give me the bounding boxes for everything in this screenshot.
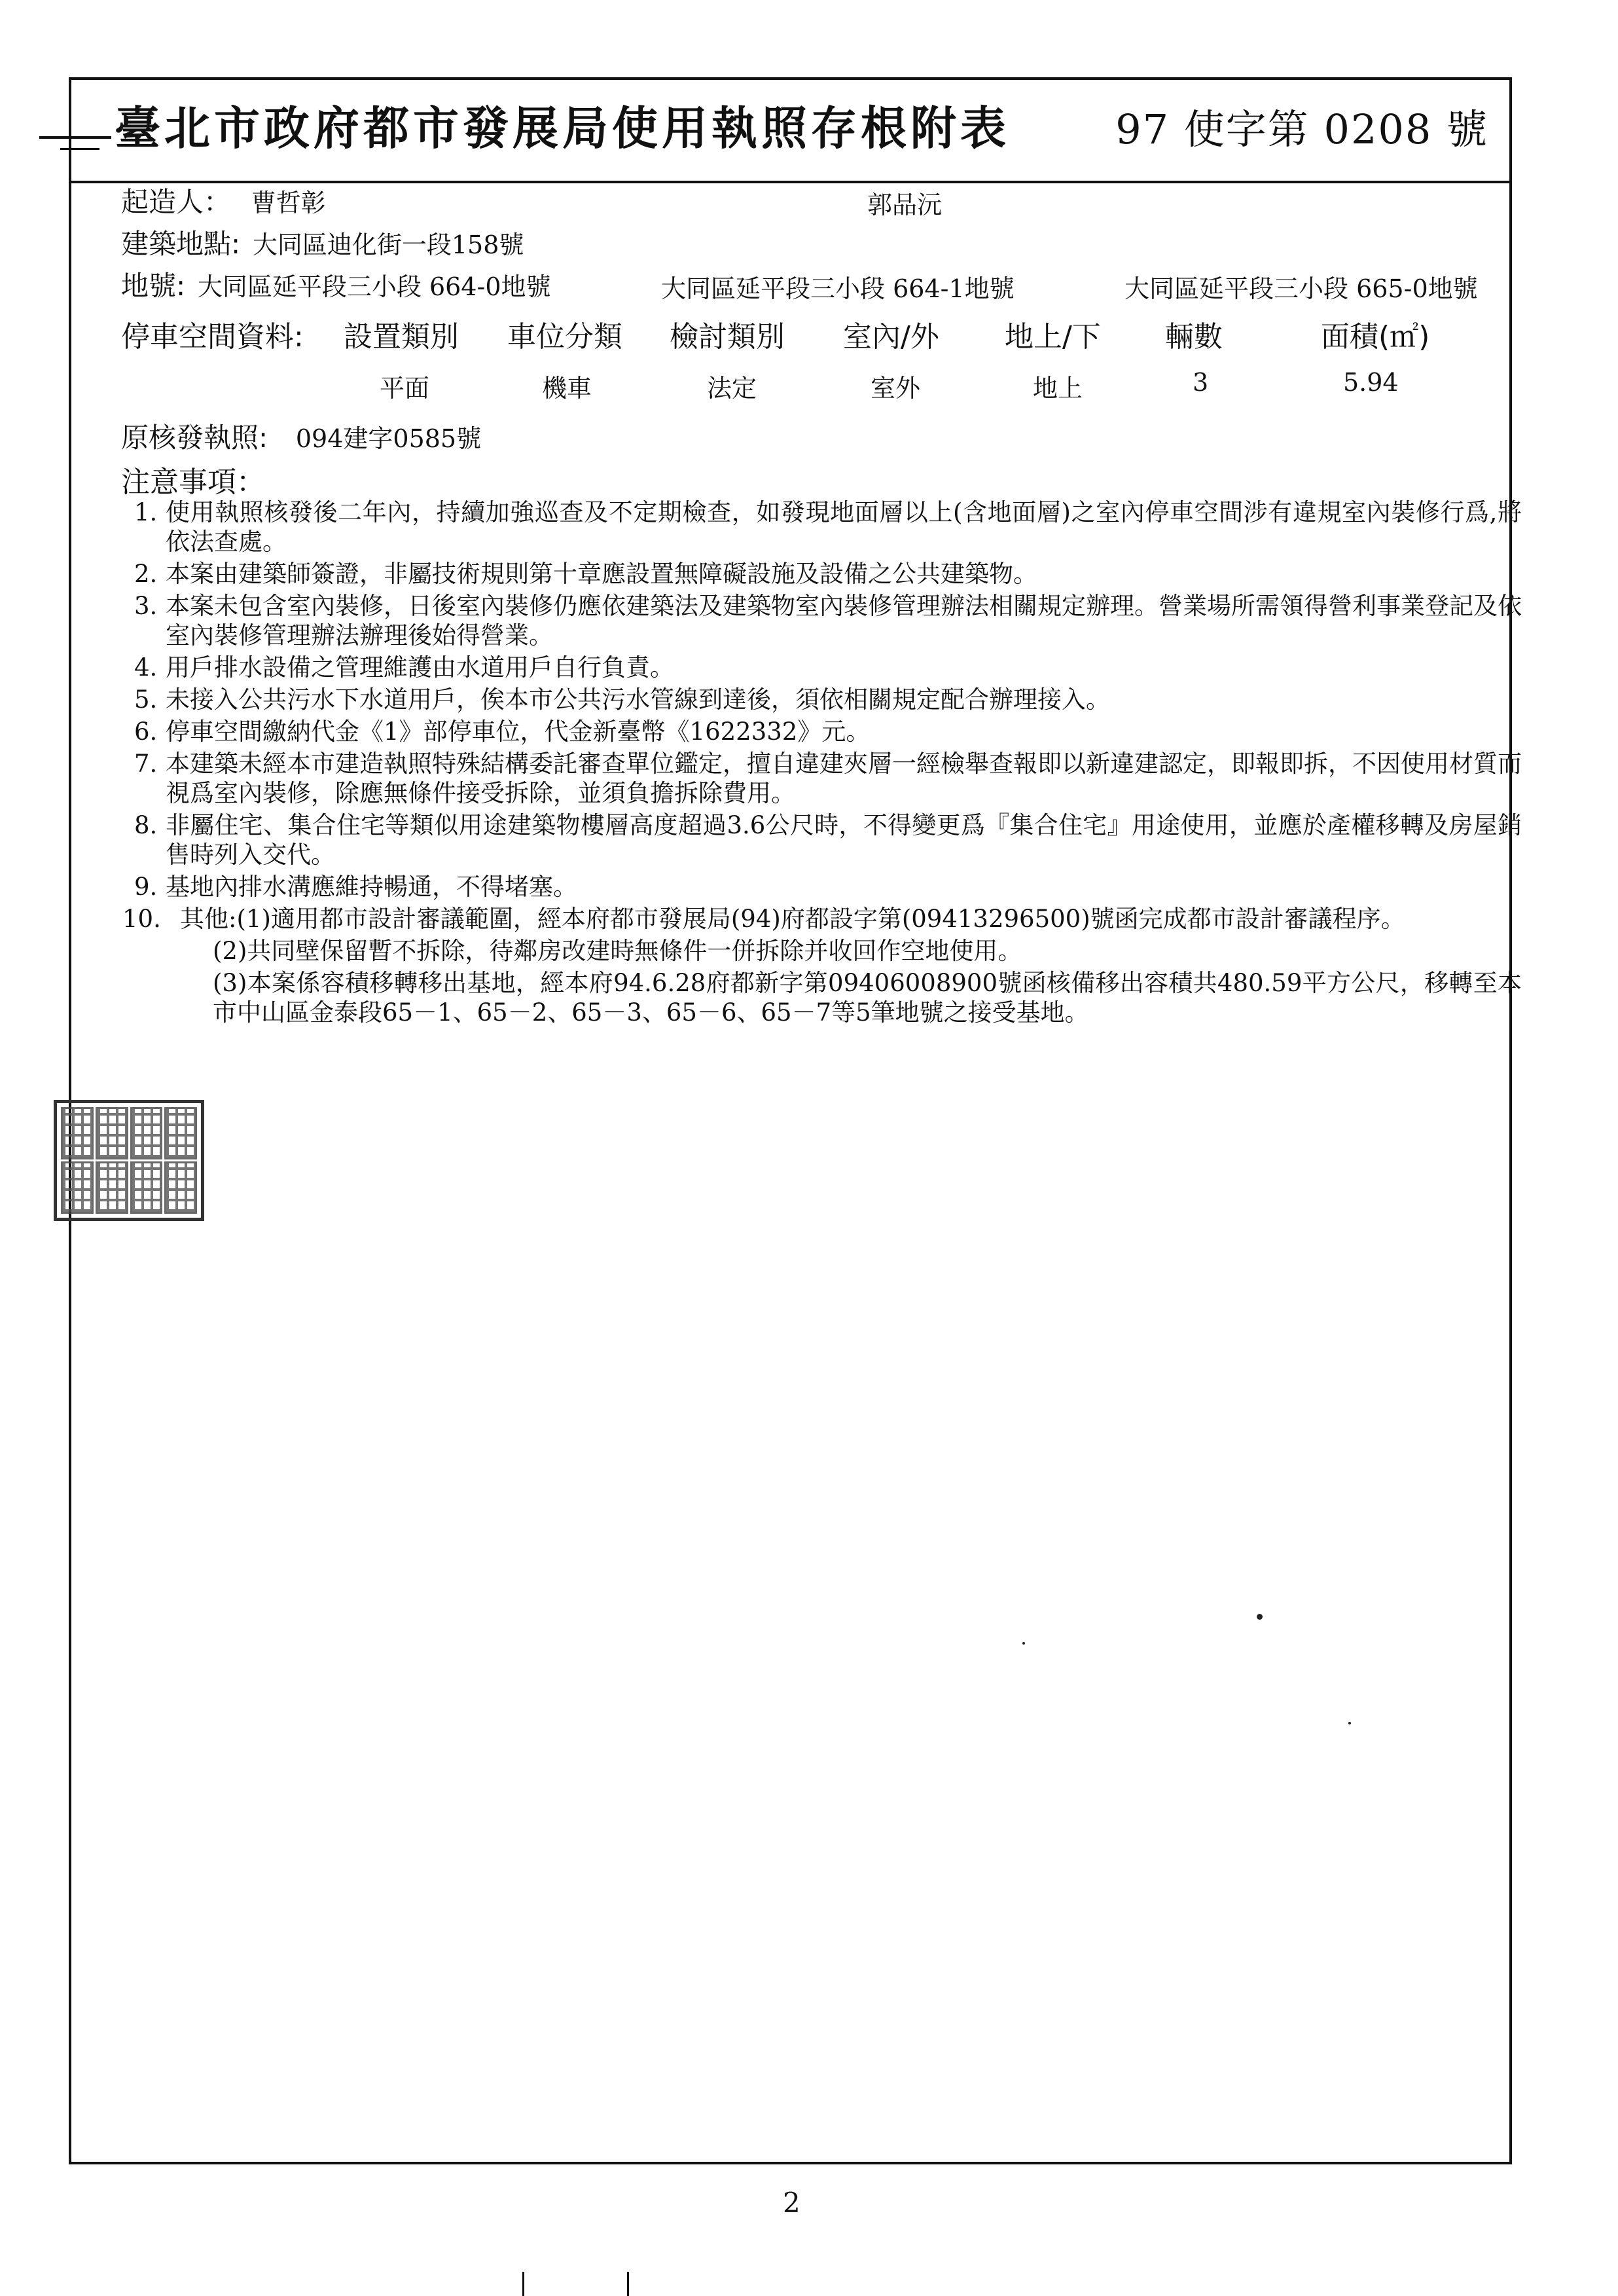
lot-item: 大同區延平段三小段 664-1地號 [661, 274, 1015, 303]
parking-header: 地上/下 [1005, 320, 1101, 354]
builder-name: 曹哲彰 [251, 189, 326, 217]
parking-value: 地上 [1033, 374, 1083, 403]
site-row [121, 223, 524, 262]
note-number: 9. [134, 873, 158, 901]
note-number: 8. [134, 811, 158, 839]
note-number: 1. [134, 498, 158, 526]
scan-speck [1257, 1614, 1263, 1620]
scan-mark [522, 2272, 524, 2296]
note-item [134, 498, 1522, 556]
parking-label: 停車空間資料: [121, 320, 304, 354]
document-title: 臺北市政府都市發展局使用執照存根附表 [115, 101, 1010, 155]
note-item [134, 811, 1522, 869]
parking-header: 輛數 [1165, 320, 1223, 354]
scan-speck [1348, 1722, 1351, 1724]
scan-speck [1022, 1642, 1025, 1645]
parking-value: 平面 [380, 374, 430, 403]
parking-value: 法定 [707, 374, 757, 403]
note-item [134, 685, 1522, 714]
note-item [122, 904, 1522, 934]
note-number: 10. [122, 905, 161, 933]
note-text: 未接入公共污水下水道用戶，俟本市公共污水管線到達後，須依相關規定配合辦理接入。 [166, 685, 1110, 714]
lot-item: 大同區延平段三小段 664-0地號 [197, 272, 551, 301]
note-item [134, 717, 1522, 746]
notes-list [122, 498, 1522, 1030]
parking-header: 面積(㎡) [1321, 320, 1430, 354]
official-seal-stamp [54, 1100, 204, 1221]
page-number: 2 [783, 2187, 800, 2219]
note-number: 3. [134, 592, 158, 620]
parking-header: 室內/外 [843, 320, 939, 354]
note-item [134, 749, 1522, 808]
parking-header: 車位分類 [507, 320, 622, 354]
lot-item: 大同區延平段三小段 665-0地號 [1124, 274, 1478, 303]
lot-label: 地號: [121, 270, 186, 302]
parking-value: 室外 [871, 374, 921, 403]
note-number: 4. [134, 653, 158, 682]
note-text: 其他:(1)適用都市設計審議範圍，經本府都市發展局(94)府都設字第(09413296500)號函完成都市設計審議程序。 [180, 905, 1405, 933]
note-text: 本案由建築師簽證，非屬技術規則第十章應設置無障礙設施及設備之公共建築物。 [166, 560, 1037, 588]
builder-label: 起造人： [121, 186, 232, 218]
site-label: 建築地點: [121, 228, 241, 260]
builder-row [121, 181, 326, 220]
note-number: 7. [134, 750, 158, 778]
parking-value: 機車 [542, 374, 592, 403]
note-extra: (3)本案係容積移轉移出基地，經本府94.6.28府都新字第09406008900號函核備移出容積共480.59平方公尺，移轉至本市中山區金泰段65－1、65－2、65－3、65－6、65－7等5筆地號之接受基地。 [213, 969, 1522, 1027]
permit-number: 97 使字第 0208 號 [1115, 105, 1488, 153]
note-text: 本案未包含室內裝修，日後室內裝修仍應依建築法及建築物室內裝修管理辦法相關規定辦理。營業場所需領得營利事業登記及依室內裝修管理辦法辦理後始得營業。 [166, 592, 1522, 649]
note-item [134, 653, 1522, 682]
note-text: 非屬住宅、集合住宅等類似用途建築物樓層高度超過3.6公尺時，不得變更爲『集合住宅』用途使用，並應於產權移轉及房屋銷售時列入交代。 [166, 811, 1522, 869]
note-text: 停車空間繳納代金《1》部停車位，代金新臺幣《1622332》元。 [166, 718, 871, 746]
note-number: 5. [134, 685, 158, 714]
note-text: 本建築未經本市建造執照特殊結構委託審查單位鑑定，擅自違建夾層一經檢舉查報即以新違建認定，即報即拆，不因使用材質而視爲室內裝修，除應無條件接受拆除，並須負擔拆除費用。 [166, 750, 1522, 807]
scan-mark [627, 2272, 629, 2296]
parking-header: 檢討類別 [670, 320, 785, 354]
original-permit-value: 094建字0585號 [295, 424, 482, 453]
note-item [134, 591, 1522, 650]
parking-value: 3 [1193, 368, 1209, 397]
lot-row [121, 264, 551, 304]
note-item [134, 559, 1522, 589]
note-number: 2. [134, 560, 158, 588]
builder-name-2: 郭品沅 [867, 191, 943, 219]
title-row [69, 77, 1512, 183]
parking-header: 設置類別 [344, 320, 459, 354]
note-text: 使用執照核發後二年內，持續加強巡查及不定期檢查，如發現地面層以上(含地面層)之室內停車空間涉有違規室內裝修行爲,將依法查處。 [166, 498, 1522, 556]
original-permit-label: 原核發執照: [121, 422, 268, 454]
note-text: 基地內排水溝應維持暢通，不得堵塞。 [166, 873, 577, 901]
document-frame [69, 77, 1512, 2164]
note-text: 用戶排水設備之管理維護由水道用戶自行負責。 [166, 653, 674, 682]
notes-heading: 注意事項： [121, 465, 265, 499]
note-item [134, 872, 1522, 902]
original-permit-row [121, 416, 481, 456]
site-address: 大同區迪化街一段158號 [252, 230, 524, 259]
parking-value: 5.94 [1343, 368, 1399, 397]
note-extra: (2)共同壁保留暫不拆除，待鄰房改建時無條件一併拆除并收回作空地使用。 [213, 937, 1022, 965]
note-number: 6. [134, 718, 158, 746]
